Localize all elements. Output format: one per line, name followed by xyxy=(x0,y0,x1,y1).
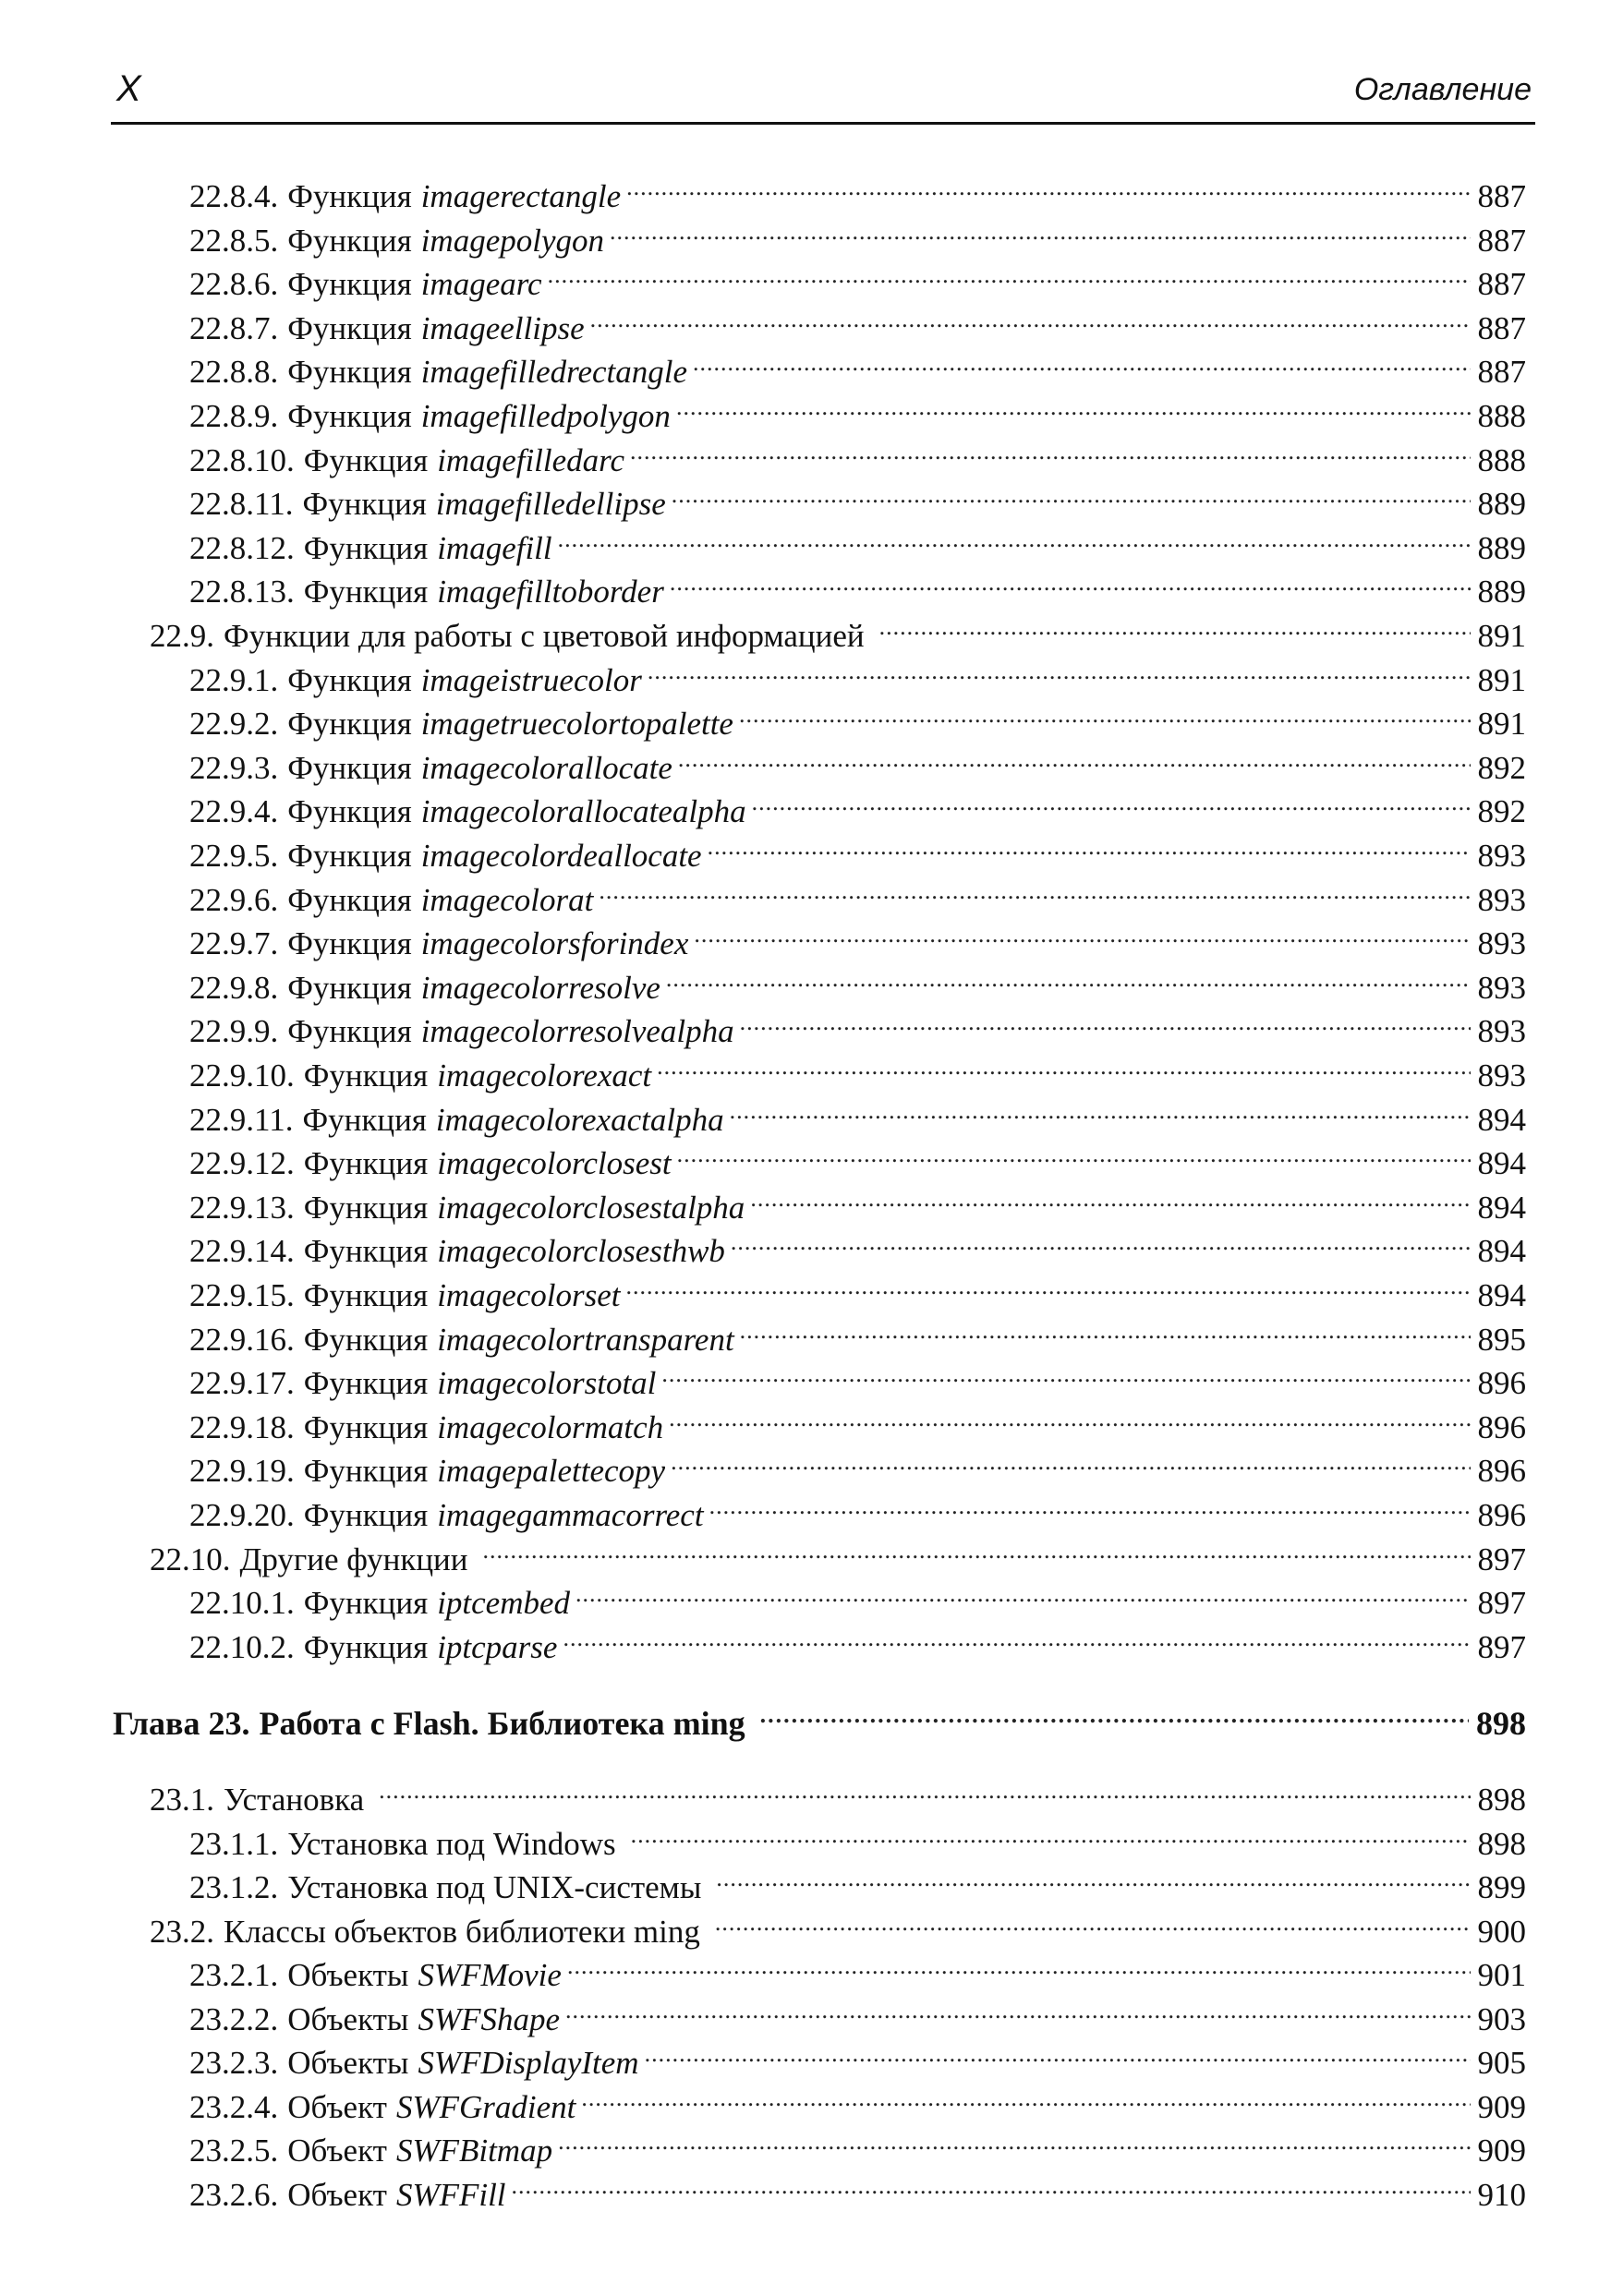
toc-entry-number: 22.9.19. xyxy=(189,1453,295,1490)
toc-entry-title: Классы объектов библиотеки ming xyxy=(224,1913,700,1950)
toc-entry xyxy=(189,2163,1526,2217)
toc-entry-function-name: SWFMovie xyxy=(418,1957,562,1993)
dot-leader xyxy=(666,956,1471,998)
toc-entry-number: 22.9.7. xyxy=(189,925,279,962)
dot-leader xyxy=(750,1176,1470,1218)
toc-entry-function-name: imageellipse xyxy=(420,309,585,346)
toc-entry-title: Работа с Flash. Библиотека ming xyxy=(259,1705,745,1742)
toc-entry-number: 22.9.2. xyxy=(189,706,279,743)
toc-entry-function-name: imageistruecolor xyxy=(420,661,642,698)
toc-entry-page: 894 xyxy=(1477,1189,1526,1226)
toc-entry-title: Функция xyxy=(303,441,429,478)
running-head-letter: X xyxy=(116,68,141,109)
toc-entry-number: 22.8.9. xyxy=(189,398,279,434)
toc-entry-page: 897 xyxy=(1477,1585,1526,1622)
toc-entry-page: 896 xyxy=(1477,1365,1526,1402)
dot-leader xyxy=(731,1219,1471,1262)
toc-entry-function-name: imagecolorresolve xyxy=(420,969,660,1006)
toc-entry-number: 22.9.16. xyxy=(189,1321,295,1358)
toc-entry-number: 22.10.1. xyxy=(189,1585,295,1622)
toc-entry-function-name: imagepalettecopy xyxy=(437,1453,666,1490)
toc-entry-page: 909 xyxy=(1477,2133,1526,2169)
toc-entry-number: 23.2. xyxy=(150,1913,214,1950)
toc-entry-title: Функция xyxy=(287,706,412,743)
toc-entry-page: 900 xyxy=(1477,1913,1526,1950)
toc-entry-number: Глава 23. xyxy=(113,1705,250,1742)
toc-entry-function-name: imagerectangle xyxy=(420,178,622,214)
dot-leader xyxy=(671,1439,1470,1481)
toc-entry-page: 910 xyxy=(1477,2176,1526,2213)
toc-entry-title: Функция xyxy=(303,1453,429,1490)
toc-entry-title: Функция xyxy=(287,222,412,259)
toc-entry-page: 898 xyxy=(1477,1782,1526,1818)
toc-entry-function-name: SWFShape xyxy=(418,2000,561,2037)
page-header xyxy=(111,65,1535,125)
toc-entry-title: Функция xyxy=(287,1013,412,1050)
dot-leader xyxy=(575,1571,1470,1613)
toc-entry-page: 893 xyxy=(1477,1013,1526,1050)
dot-leader xyxy=(678,736,1471,779)
toc-entry-number: 22.8.7. xyxy=(189,309,279,346)
toc-entry-page: 887 xyxy=(1477,309,1526,346)
dot-leader xyxy=(709,1483,1471,1526)
toc-entry-function-name: imagecolorexact xyxy=(437,1057,652,1094)
toc-entry-number: 22.9.18. xyxy=(189,1408,295,1445)
toc-entry-page: 896 xyxy=(1477,1453,1526,1490)
dot-leader xyxy=(630,429,1470,471)
toc-entry-function-name: imagecolorstotal xyxy=(437,1365,657,1402)
dot-leader xyxy=(631,1812,1471,1855)
toc-entry-title: Функция xyxy=(287,925,412,962)
dot-leader xyxy=(693,340,1470,382)
toc-entry-title: Функция xyxy=(287,354,412,391)
toc-entry-page: 891 xyxy=(1477,661,1526,698)
toc-entry-title: Другие функции xyxy=(239,1541,468,1577)
toc-entry-number: 22.10.2. xyxy=(189,1628,295,1665)
toc-entry-function-name: imagecolorclosestalpha xyxy=(437,1189,745,1226)
toc-entry-function-name: SWFGradient xyxy=(395,2088,576,2125)
toc-entry-number: 22.9.10. xyxy=(189,1057,295,1094)
toc-entry-page: 896 xyxy=(1477,1408,1526,1445)
toc-entry-title: Функция xyxy=(287,661,412,698)
toc-entry-title: Установка под Windows xyxy=(287,1825,616,1862)
toc-entry-function-name: imagecolorclosesthwb xyxy=(437,1233,725,1270)
dot-leader xyxy=(677,1131,1471,1174)
toc-entry-title: Функция xyxy=(287,881,412,918)
toc-entry-title: Объект xyxy=(287,2088,387,2125)
toc-entry-number: 23.2.6. xyxy=(189,2176,279,2213)
toc-entry-number: 23.2.5. xyxy=(189,2133,279,2169)
toc-entry-title: Объект xyxy=(287,2176,387,2213)
toc-entry-number: 22.9.1. xyxy=(189,661,279,698)
toc-entry-function-name: imagecolorresolvealpha xyxy=(420,1013,734,1050)
toc-entry-page: 888 xyxy=(1477,441,1526,478)
toc-entry-page: 894 xyxy=(1477,1145,1526,1182)
toc-entry-function-name: SWFBitmap xyxy=(395,2133,553,2169)
toc-entry-title: Функция xyxy=(303,1497,429,1533)
toc-entry-function-name: iptcparse xyxy=(437,1628,558,1665)
dot-leader xyxy=(565,1988,1470,2030)
toc-entry-title: Функция xyxy=(303,1408,429,1445)
toc-entry-title: Объекты xyxy=(287,2000,409,2037)
dot-leader xyxy=(590,296,1471,339)
toc-entry-number: 23.1.1. xyxy=(189,1825,279,1862)
toc-entry-function-name: imagecolorclosest xyxy=(437,1145,672,1182)
toc-entry-function-name: imagepolygon xyxy=(420,222,604,259)
dot-leader xyxy=(626,1263,1471,1306)
toc-chapter-entry xyxy=(113,1692,1526,1745)
toc-entry-page: 905 xyxy=(1477,2045,1526,2081)
running-head-title: Оглавление xyxy=(1353,72,1532,107)
dot-leader xyxy=(599,868,1470,911)
toc-entry-page: 887 xyxy=(1477,178,1526,214)
toc-entry-title: Функция xyxy=(302,1101,427,1138)
toc-entry-title: Функция xyxy=(287,793,412,830)
toc-entry xyxy=(189,1615,1526,1669)
dot-leader xyxy=(670,560,1471,602)
toc-entry-page: 892 xyxy=(1477,793,1526,830)
toc-entry-number: 22.9.12. xyxy=(189,1145,295,1182)
toc-entry-number: 22.8.13. xyxy=(189,574,295,610)
toc-entry-number: 22.9.5. xyxy=(189,838,279,874)
dot-leader xyxy=(760,1692,1469,1734)
toc-entry-number: 22.9.13. xyxy=(189,1189,295,1226)
toc-entry-number: 22.9.3. xyxy=(189,749,279,786)
toc-entry-page: 889 xyxy=(1477,574,1526,610)
toc-entry-page: 897 xyxy=(1477,1541,1526,1577)
toc-entry-title: Функция xyxy=(287,398,412,434)
toc-entry-page: 894 xyxy=(1477,1101,1526,1138)
toc-entry-page: 894 xyxy=(1477,1277,1526,1313)
dot-leader xyxy=(558,2119,1470,2161)
toc-entry-title: Функция xyxy=(287,969,412,1006)
dot-leader xyxy=(879,604,1471,647)
toc-entry-number: 22.9.6. xyxy=(189,881,279,918)
dot-leader xyxy=(657,1044,1470,1086)
toc-entry-title: Функция xyxy=(303,1233,429,1270)
toc-entry-function-name: iptcembed xyxy=(437,1585,571,1622)
dot-leader xyxy=(661,1351,1470,1394)
dot-leader xyxy=(512,2163,1471,2205)
toc-entry-page: 893 xyxy=(1477,881,1526,918)
toc-entry-function-name: imagearc xyxy=(420,266,542,303)
toc-entry-title: Функция xyxy=(303,574,429,610)
toc-entry-number: 23.2.4. xyxy=(189,2088,279,2125)
toc-entry-title: Функция xyxy=(287,178,412,214)
toc-entry-page: 887 xyxy=(1477,266,1526,303)
toc-entry-function-name: imagecolorallocatealpha xyxy=(420,793,746,830)
toc-entry-number: 22.9.17. xyxy=(189,1365,295,1402)
toc-entry-function-name: imagefilltoborder xyxy=(437,574,664,610)
dot-leader xyxy=(645,2031,1471,2073)
toc-entry-function-name: imagecolorat xyxy=(420,881,594,918)
toc-entry-title: Функция xyxy=(303,1145,429,1182)
toc-entry-title: Функция xyxy=(303,1585,429,1622)
toc-entry-title: Функция xyxy=(303,1365,429,1402)
dot-leader xyxy=(567,1943,1471,1986)
toc-entry-page: 891 xyxy=(1477,706,1526,743)
dot-leader xyxy=(669,1396,1470,1438)
toc-entry-number: 22.8.10. xyxy=(189,441,295,478)
dot-leader xyxy=(740,1308,1471,1350)
toc-entry-page: 893 xyxy=(1477,925,1526,962)
toc-entry-function-name: imagefill xyxy=(437,529,552,566)
toc-entry-function-name: imagecolormatch xyxy=(437,1408,664,1445)
toc-entry-function-name: imagefilledarc xyxy=(437,441,625,478)
toc-entry-number: 22.8.5. xyxy=(189,222,279,259)
toc-entry-number: 23.2.1. xyxy=(189,1957,279,1993)
toc-entry-function-name: imagecolortransparent xyxy=(437,1321,734,1358)
toc-entry-title: Функция xyxy=(303,529,429,566)
dot-leader xyxy=(483,1528,1471,1570)
dot-leader xyxy=(739,692,1471,734)
toc-entry-page: 888 xyxy=(1477,398,1526,434)
toc-entry-number: 23.2.3. xyxy=(189,2045,279,2081)
toc-entry-title: Функция xyxy=(303,1189,429,1226)
toc-entry-number: 22.10. xyxy=(150,1541,231,1577)
toc-entry-page: 896 xyxy=(1477,1497,1526,1533)
toc-entry-title: Объект xyxy=(287,2133,387,2169)
toc-entry-page: 891 xyxy=(1477,618,1526,654)
toc-entry-function-name: imagecolorexactalpha xyxy=(435,1101,724,1138)
toc-entry-number: 22.9.9. xyxy=(189,1013,279,1050)
toc-entry-function-name: imagefilledellipse xyxy=(435,486,666,523)
toc-entry-page: 899 xyxy=(1477,1869,1526,1905)
toc-entry-page: 889 xyxy=(1477,486,1526,523)
toc-entry-page: 897 xyxy=(1477,1628,1526,1665)
dot-leader xyxy=(716,1855,1470,1898)
toc-entry-number: 22.8.4. xyxy=(189,178,279,214)
toc-entry-title: Установка xyxy=(224,1782,365,1818)
dot-leader xyxy=(610,209,1471,251)
dot-leader xyxy=(626,164,1470,207)
toc-entry-title: Функция xyxy=(303,1277,429,1313)
toc-entry-number: 22.8.8. xyxy=(189,354,279,391)
toc-entry-number: 23.1. xyxy=(150,1782,214,1818)
toc-entry-function-name: imagecolordeallocate xyxy=(420,838,702,874)
toc-entry-page: 887 xyxy=(1477,354,1526,391)
toc-entry-number: 22.9. xyxy=(150,618,214,654)
toc-entry-page: 889 xyxy=(1477,529,1526,566)
toc-entry-number: 22.9.4. xyxy=(189,793,279,830)
toc-entry-number: 23.2.2. xyxy=(189,2000,279,2037)
toc-entry-title: Функция xyxy=(303,1628,429,1665)
toc-entry-page: 894 xyxy=(1477,1233,1526,1270)
dot-leader xyxy=(752,779,1471,822)
toc-entry-function-name: imagefilledpolygon xyxy=(420,398,671,434)
toc-entry-page: 892 xyxy=(1477,749,1526,786)
toc-entry-title: Функция xyxy=(287,266,412,303)
toc-entry-number: 22.8.12. xyxy=(189,529,295,566)
dot-leader xyxy=(648,648,1471,691)
toc-entry-page: 895 xyxy=(1477,1321,1526,1358)
toc-entry-number: 22.9.14. xyxy=(189,1233,295,1270)
toc-entry-function-name: imagefilledrectangle xyxy=(420,354,688,391)
toc-entry-number: 22.8.11. xyxy=(189,486,294,523)
toc-entry-page: 887 xyxy=(1477,222,1526,259)
toc-entry-page: 898 xyxy=(1476,1705,1526,1742)
dot-leader xyxy=(563,1615,1470,1658)
dot-leader xyxy=(672,472,1471,514)
dot-leader xyxy=(558,516,1471,559)
toc-entry-title: Функция xyxy=(287,309,412,346)
toc-entry-function-name: SWFDisplayItem xyxy=(418,2045,639,2081)
toc-entry-function-name: imagecolorset xyxy=(437,1277,621,1313)
toc-entry-title: Функция xyxy=(287,838,412,874)
toc-entry-title: Объекты xyxy=(287,2045,409,2081)
toc-entry-title: Функция xyxy=(303,1321,429,1358)
toc-entry-function-name: imagecolorsforindex xyxy=(420,925,689,962)
toc-entry-number: 23.1.2. xyxy=(189,1869,279,1905)
dot-leader xyxy=(581,2075,1470,2118)
toc-entry-function-name: imagecolorallocate xyxy=(420,749,672,786)
toc-entry-function-name: imagetruecolortopalette xyxy=(420,706,733,743)
toc-entry-title: Функция xyxy=(303,1057,429,1094)
dot-leader xyxy=(715,1900,1471,1942)
dot-leader xyxy=(379,1768,1470,1810)
dot-leader xyxy=(676,384,1471,427)
dot-leader xyxy=(740,999,1471,1042)
toc-entry-title: Объекты xyxy=(287,1957,409,1993)
toc-entry-page: 903 xyxy=(1477,2000,1526,2037)
dot-leader xyxy=(708,824,1471,866)
dot-leader xyxy=(694,912,1470,954)
toc-entry-title: Установка под UNIX-системы xyxy=(287,1869,702,1905)
toc-entry-page: 893 xyxy=(1477,1057,1526,1094)
toc-entry-number: 22.9.11. xyxy=(189,1101,294,1138)
toc-entry-title: Функция xyxy=(302,486,427,523)
toc-entry-function-name: imagegammacorrect xyxy=(437,1497,704,1533)
dot-leader xyxy=(730,1088,1471,1130)
toc-entry-title: Функция xyxy=(287,749,412,786)
toc-entry-number: 22.8.6. xyxy=(189,266,279,303)
toc-entry-page: 893 xyxy=(1477,838,1526,874)
toc-entry-page: 909 xyxy=(1477,2088,1526,2125)
toc-entry-page: 898 xyxy=(1477,1825,1526,1862)
toc-entry-page: 893 xyxy=(1477,969,1526,1006)
dot-leader xyxy=(548,252,1471,295)
toc-entry-title: Функции для работы с цветовой информацией xyxy=(224,618,865,654)
toc-entry-number: 22.9.20. xyxy=(189,1497,295,1533)
toc-entry-number: 22.9.15. xyxy=(189,1277,295,1313)
toc-entry-number: 22.9.8. xyxy=(189,969,279,1006)
toc-entry-page: 901 xyxy=(1477,1957,1526,1993)
toc-entry-function-name: SWFFill xyxy=(395,2176,506,2213)
